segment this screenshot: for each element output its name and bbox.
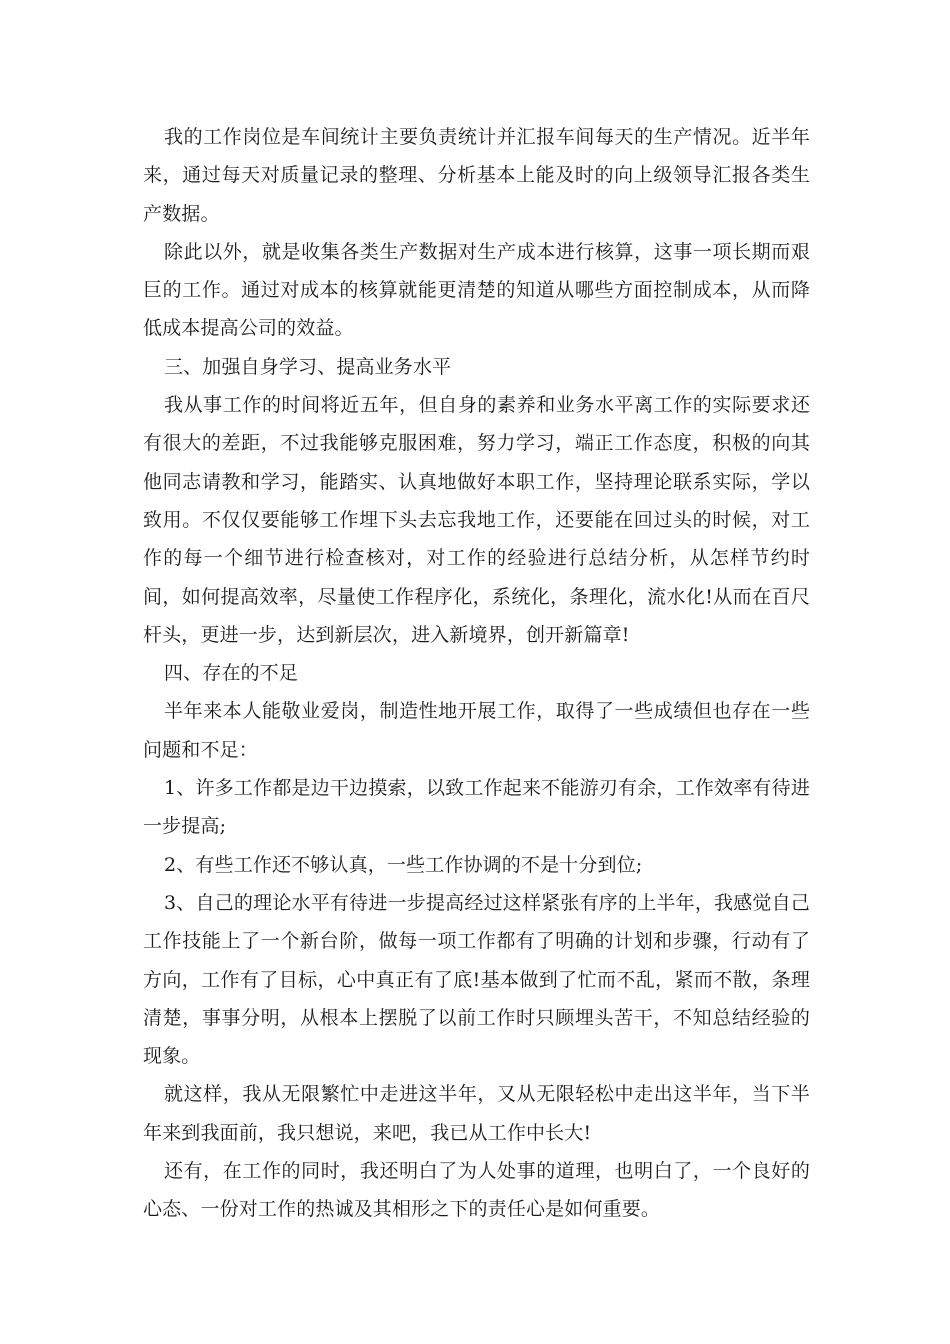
list-item-shortcoming-2: 2、有些工作还不够认真，一些工作协调的不是十分到位; [164, 853, 643, 876]
paragraph-shortcomings-intro: 半年来本人能敬业爱岗，制造性地开展工作，取得了一些成绩但也存在一些问题和不足： [143, 700, 810, 761]
paragraph-conclusion: 还有，在工作的同时，我还明白了为人处事的道理，也明白了，一个良好的心态、一份对工作的热诚及其相形之下的责任心是如何重要。 [143, 1160, 810, 1221]
paragraph-growth: 就这样，我从无限繁忙中走进这半年，又从无限轻松中走出这半年，当下半年来到我面前，我只想说，来吧，我已从工作中长大! [143, 1083, 810, 1144]
document-body [143, 118, 810, 1229]
paragraph-study: 我从事工作的时间将近五年，但自身的素养和业务水平离工作的实际要求还有很大的差距，不过我能够克服困难，努力学习，端正工作态度，积极的向其他同志请教和学习，能踏实、认真地做好本职工作，坚持理论联系实际，学以致用。不仅仅要能够工作埋下头去忘我地工作，还要能在回过头的时候，对工作的每一个细节进行检查核对，对工作的经验进行总结分析，从怎样节约时间，如何提高效率，尽量使工作程序化，系统化，条理化，流水化!从而在百尺杆头，更进一步，达到新层次，进入新境界，创开新篇章! [143, 394, 810, 646]
section-heading-shortcomings: 四、存在的不足 [164, 662, 299, 685]
list-item-shortcoming-1: 1、许多工作都是边干边摸索，以致工作起来不能游刃有余，工作效率有待进一步提高; [143, 777, 810, 838]
section-heading-study: 三、加强自身学习、提高业务水平 [164, 355, 452, 378]
list-item-shortcoming-3: 3、自己的理论水平有待进一步提高经过这样紧张有序的上半年，我感觉自己工作技能上了一个新台阶，做每一项工作都有了明确的计划和步骤，行动有了方向，工作有了目标，心中真正有了底!基本做到了忙而不乱，紧而不散，条理清楚，事事分明，从根本上摆脱了以前工作时只顾埋头苦干，不知总结经验的现象。 [143, 891, 810, 1068]
paragraph-work-position: 我的工作岗位是车间统计主要负责统计并汇报车间每天的生产情况。近半年来，通过每天对质量记录的整理、分析基本上能及时的向上级领导汇报各类生产数据。 [143, 126, 810, 225]
paragraph-cost-accounting: 除此以外，就是收集各类生产数据对生产成本进行核算，这事一项长期而艰巨的工作。通过对成本的核算就能更清楚的知道从哪些方面控制成本，从而降低成本提高公司的效益。 [143, 240, 810, 340]
